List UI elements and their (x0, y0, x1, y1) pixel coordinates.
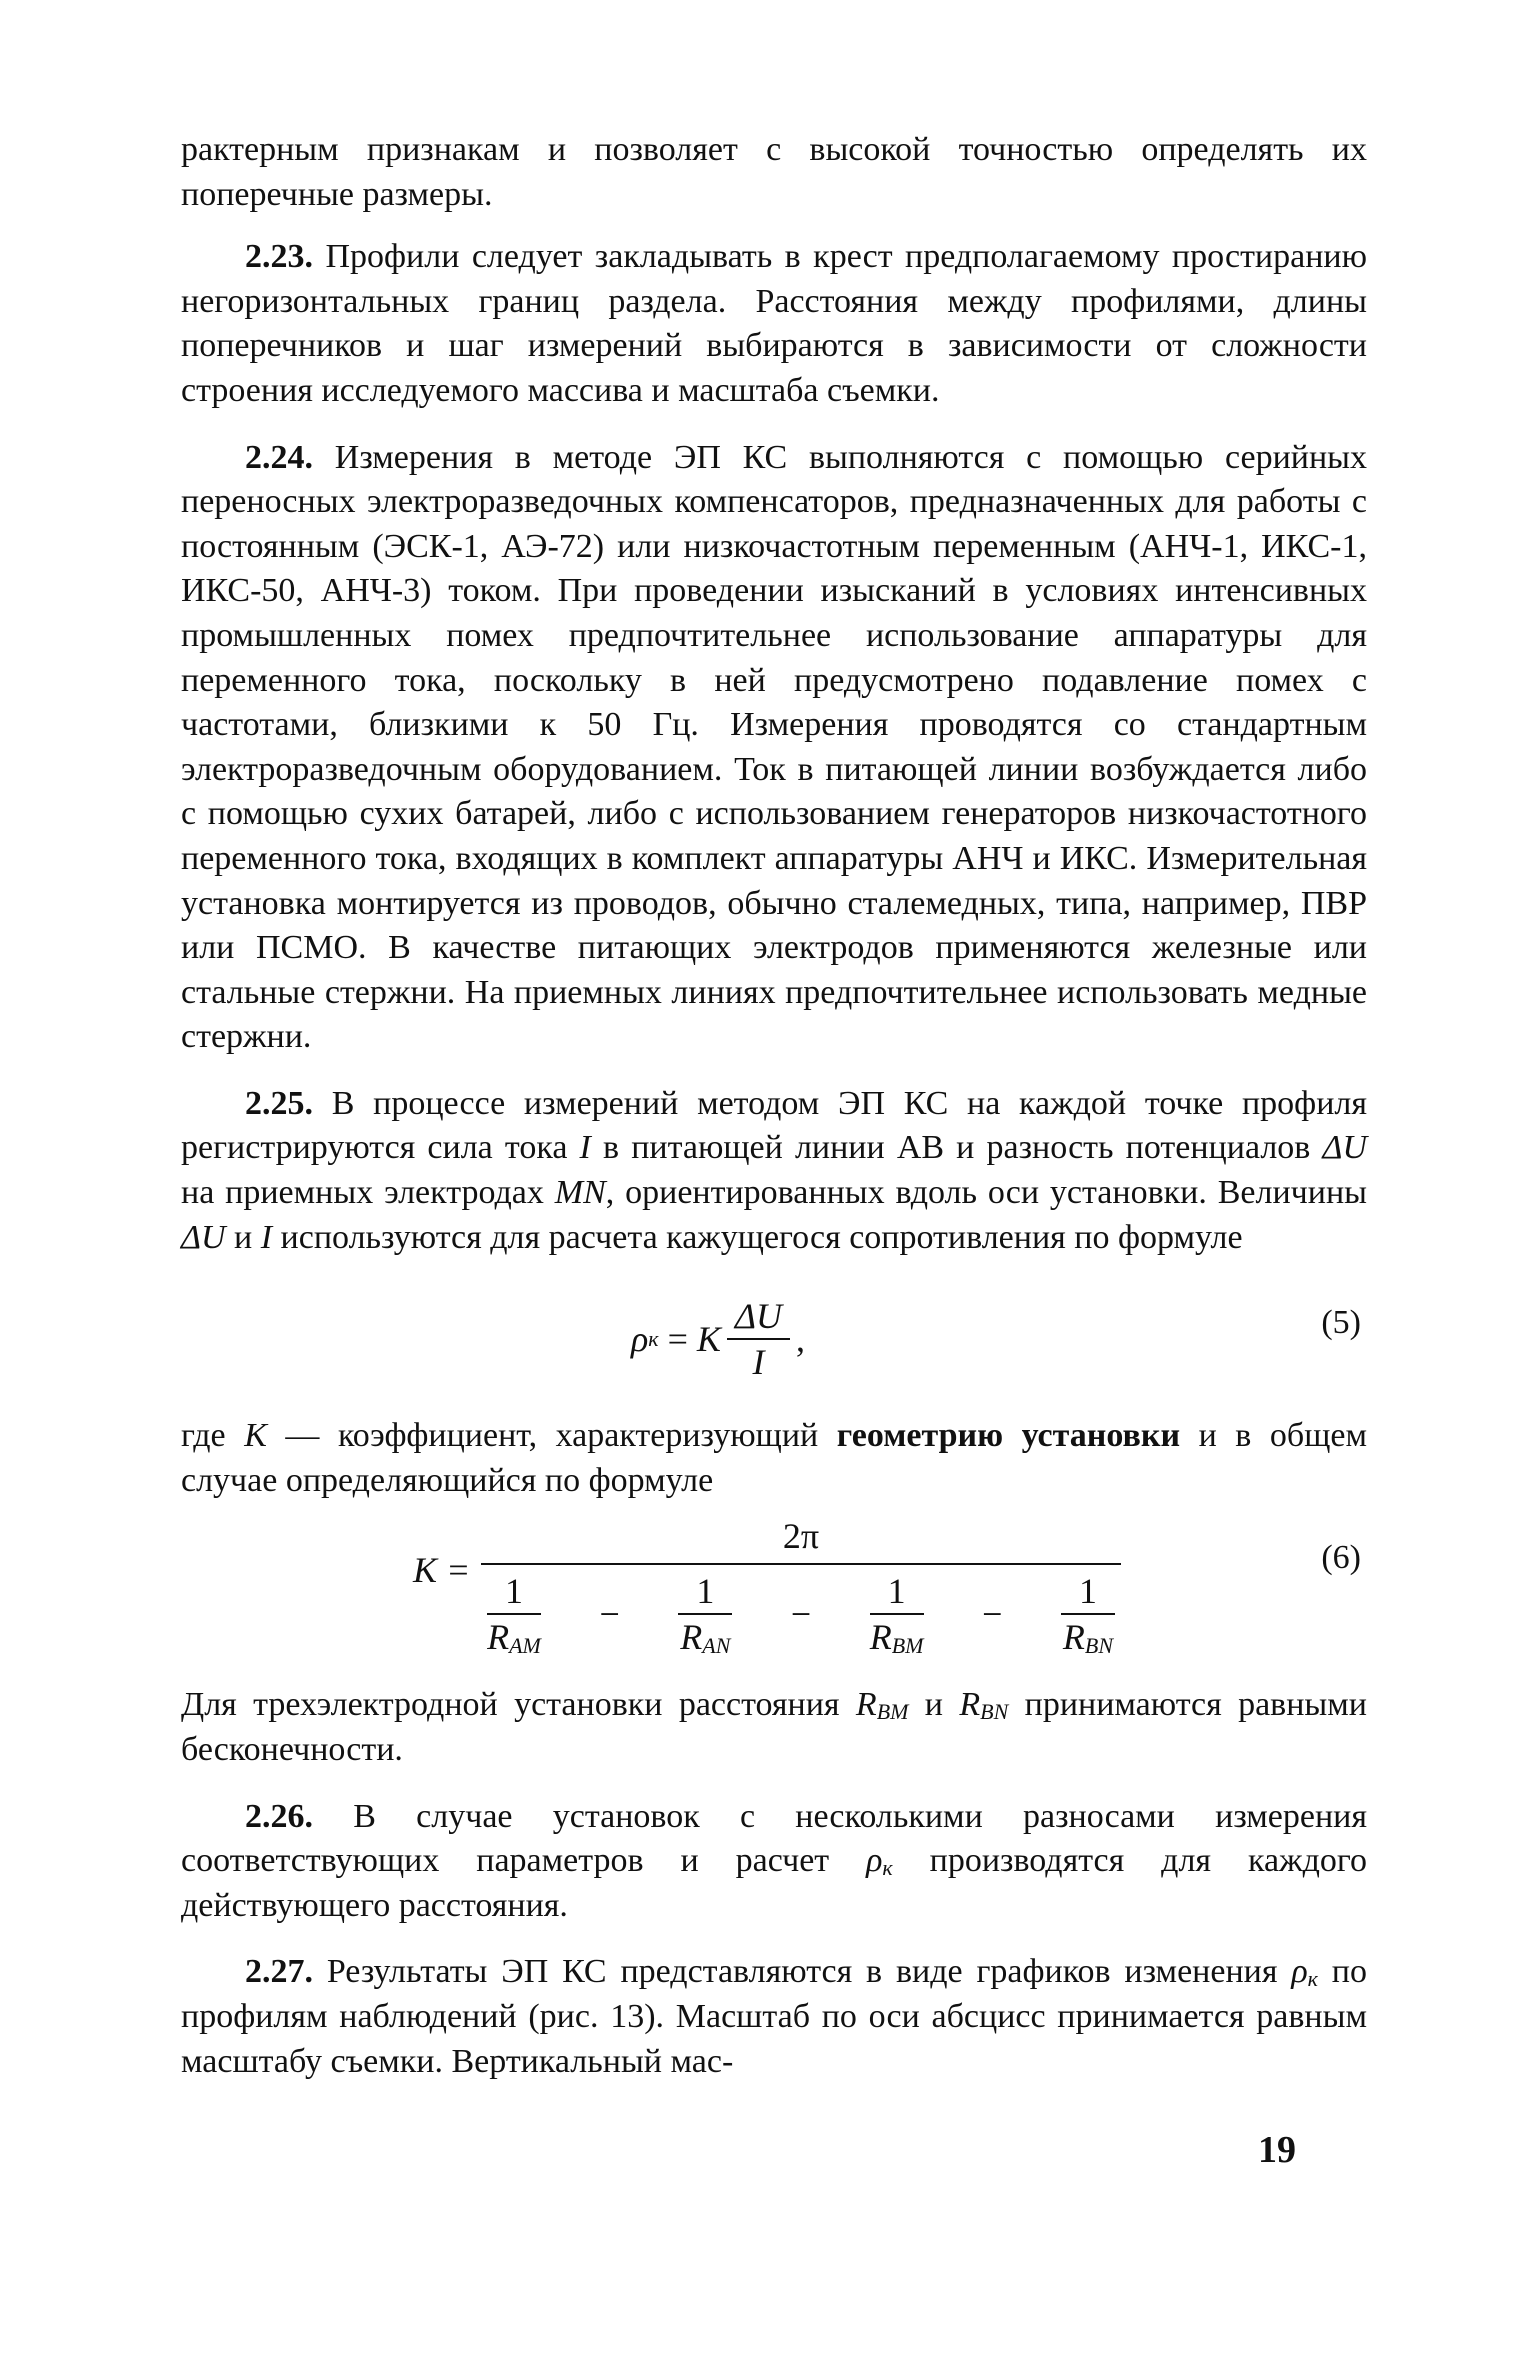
text-run: в питающей линии АВ и разность потенциалов (590, 1129, 1323, 1167)
rho-symbol: ρ (1291, 1953, 1308, 1991)
symbol-mn: MN (554, 1174, 606, 1212)
text-run: , ориентированных вдоль оси установки. Величины (605, 1174, 1367, 1212)
formula-6 (181, 1513, 1367, 1683)
paragraph-where-k (181, 1414, 1367, 1503)
equals-sign: = (658, 1319, 697, 1360)
paragraph-2-25 (181, 1082, 1367, 1260)
formula-6-denominator (481, 1565, 1121, 1657)
page-number: 19 (1258, 2129, 1296, 2171)
text-run: используются для расчета кажущегося сопротивления по формуле (272, 1218, 1243, 1256)
reciprocal-rbn (1061, 1571, 1115, 1657)
paragraph-2-27 (181, 1950, 1367, 2084)
section-number-2-26: 2.26. (245, 1797, 313, 1835)
formula-punctuation: , (796, 1319, 806, 1360)
text-run: производятся для каждого действующего расстояния. (181, 1842, 1367, 1924)
subscript-bm: BM (876, 1699, 909, 1725)
subscript-bm: BM (891, 1633, 924, 1659)
text-run: В случае установок с несколькими разносами измерения соответствующих параметров и расчет (181, 1797, 1367, 1880)
subscript-bn: BN (980, 1699, 1009, 1725)
text-run: В процессе измерений методом ЭП КС на каждой точке профиля регистрируются сила тока (181, 1084, 1367, 1167)
reciprocal-rbm (870, 1571, 924, 1657)
symbol-r: R (1062, 1617, 1085, 1658)
symbol-r: R (855, 1686, 877, 1724)
one: 1 (487, 1571, 541, 1615)
subscript-am: AM (509, 1633, 541, 1659)
paragraph-2-26 (181, 1795, 1367, 1929)
symbol-delta-u: ΔU (181, 1218, 226, 1256)
text-run: Для трехэлектродной установки расстояния (181, 1686, 856, 1724)
reciprocal-ram (487, 1571, 541, 1657)
text-run: и (908, 1686, 960, 1724)
formula-5-body: ρ к = K $\frac{\Delta U}{I}$ , (631, 1296, 806, 1383)
section-number-2-23: 2.23. (245, 238, 313, 276)
symbol-delta-u: ΔU (1322, 1129, 1367, 1167)
text-run: принимаются равными бесконечности. (181, 1686, 1367, 1769)
one: 1 (678, 1571, 732, 1615)
rho-symbol: ρ (866, 1842, 883, 1880)
symbol-current: I (579, 1129, 591, 1167)
text-run: Результаты ЭП КС представляются в виде графиков изменения (313, 1953, 1292, 1991)
symbol-r: R (959, 1686, 981, 1724)
minus-sign: − (599, 1594, 620, 1635)
subscript-an: AN (702, 1633, 731, 1659)
paragraph-2-23-text: Профили следует закладывать в крест предполагаемому простиранию негоризонтальных границ раздела. Расстояния между профилями, длины поперечников и шаг измерений выбираются в зависимости от сложности строения исследуемого массива и масштаба съемки. (181, 238, 1367, 409)
formula-6-numerator: 2π (481, 1513, 1121, 1565)
section-number-2-25: 2.25. (245, 1084, 313, 1122)
formula-5 (181, 1274, 1367, 1414)
fraction-denominator: I (752, 1342, 765, 1383)
text-run: — коэффициент, характеризующий (266, 1417, 837, 1455)
text-run: где (181, 1417, 245, 1455)
paragraph-2-24 (181, 436, 1367, 1060)
paragraph-2-24-text: Измерения в методе ЭП КС выполняются с помощью серийных переносных электроразведочных компенсаторов, предназначенных для работы с постоянным (ЭСК-1, АЭ-72) или низкочастотным переменным (АНЧ-1, ИКС-1, ИКС-50, АНЧ-3) током. При проведении изысканий в условиях интенсивных промышленных помех предпочтительнее использование аппаратуры для переменного тока, поскольку в ней предусмотрено подавление помех с частотами, близкими к 50 Гц. Измерения проводятся со стандартным электроразведочным оборудованием. Ток в питающей линии возбуждается либо с помощью сухих батарей, либо с использованием генераторов низкочастотного переменного тока, входящих в комплект аппаратуры АНЧ и ИКС. Измерительная установка монтируется из проводов, обычно сталемедных, типа, например, ПВР или ПСМО. В качестве питающих электродов применяются железные или стальные стержни. На приемных линиях предпочтительнее использовать медные стержни. (181, 438, 1367, 1056)
one: 1 (1061, 1571, 1115, 1615)
minus-sign: − (982, 1594, 1003, 1635)
section-number-2-24: 2.24. (245, 438, 313, 476)
page-text (181, 128, 1367, 2084)
text-run: и в общем случае определяющийся по формуле (181, 1417, 1367, 1499)
subscript-bn: BN (1084, 1633, 1113, 1659)
one: 1 (870, 1571, 924, 1615)
symbol-r: R (487, 1617, 510, 1658)
text-run: и (225, 1218, 261, 1256)
rho-subscript: к (882, 1855, 893, 1881)
fraction-numerator: ΔU (727, 1296, 790, 1340)
equation-number-5: (5) (1321, 1304, 1361, 1342)
bold-term: геометрию установки (836, 1417, 1181, 1455)
minus-sign: − (790, 1594, 812, 1635)
section-number-2-27: 2.27. (245, 1953, 313, 1991)
rho-symbol: ρ (631, 1319, 649, 1360)
symbol-k: K (244, 1417, 267, 1455)
paragraph-2-23 (181, 235, 1367, 413)
coefficient-k: K (696, 1319, 721, 1360)
paragraph-continuation: рактерным признакам и позволяет с высокой точностью определять их поперечные размеры. (181, 131, 1367, 213)
formula-6-fraction (481, 1513, 1121, 1657)
symbol-r: R (869, 1617, 892, 1658)
paragraph-three-electrode (181, 1683, 1367, 1772)
formula-6-lhs: K = (413, 1550, 471, 1591)
symbol-r: R (680, 1617, 703, 1658)
reciprocal-ran (678, 1571, 732, 1657)
symbol-current: I (260, 1218, 273, 1256)
text-run: по профилям наблюдений (рис. 13). Масштаб по оси абсцисс принимается равным масштабу съемки. Вертикальный мас- (181, 1953, 1367, 2080)
equation-number-6: (6) (1321, 1539, 1361, 1577)
fraction (727, 1296, 790, 1382)
rho-subscript: к (1307, 1966, 1318, 1992)
text-run: на приемных электродах (181, 1174, 555, 1212)
